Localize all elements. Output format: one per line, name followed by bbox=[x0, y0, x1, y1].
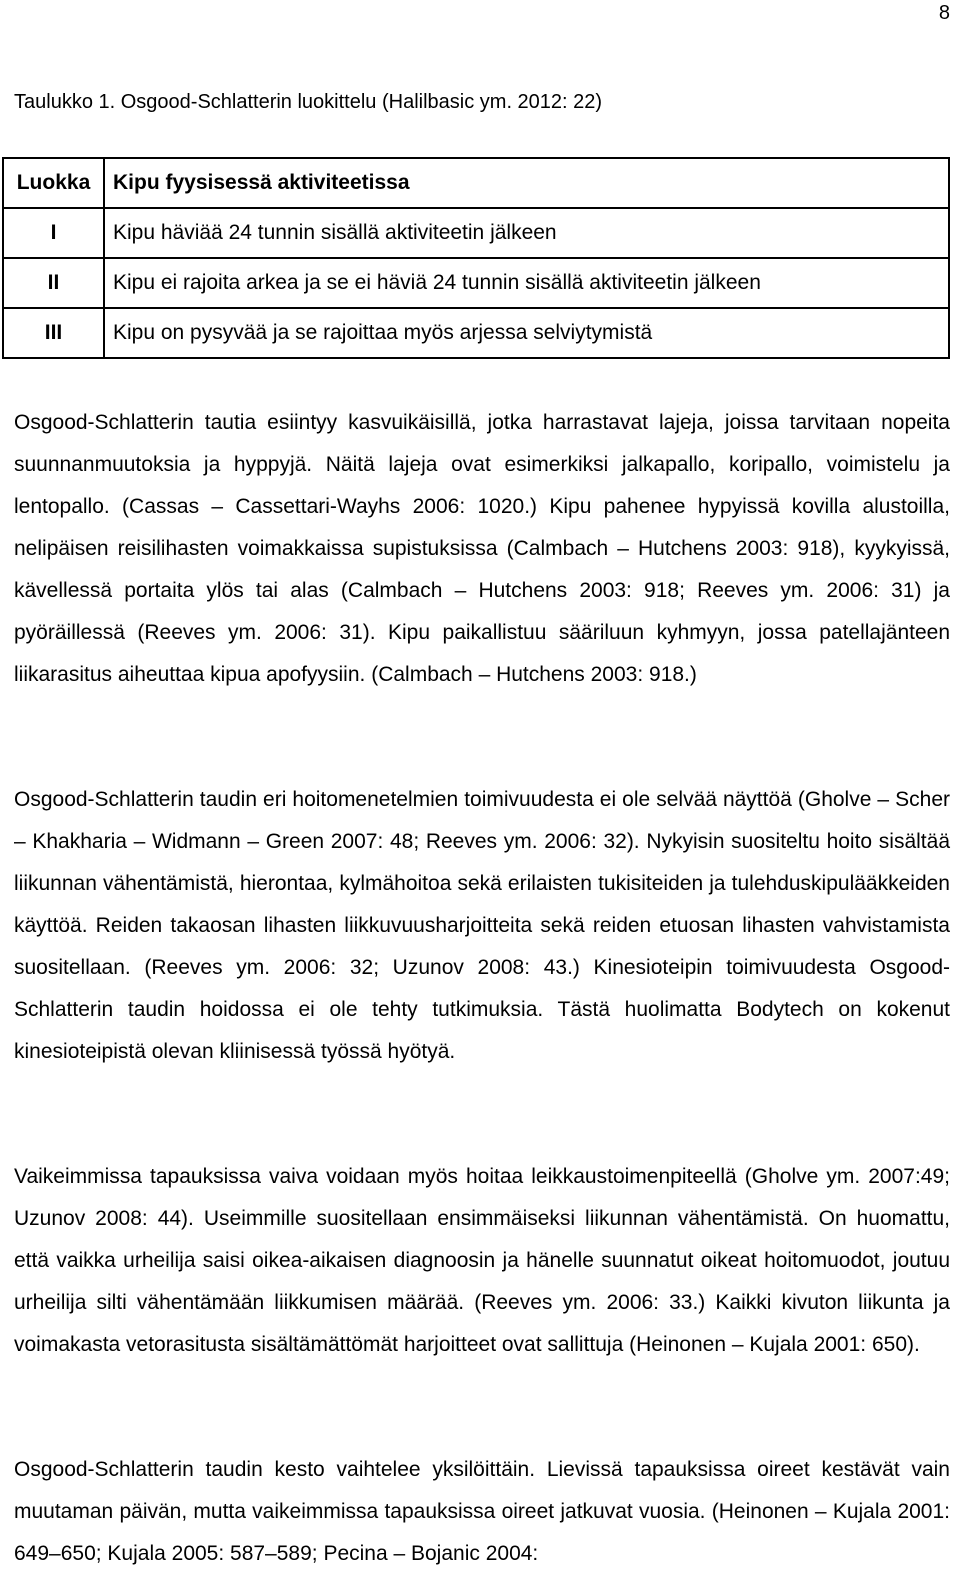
table-cell-description: Kipu ei rajoita arkea ja se ei häviä 24 tunnin sisällä aktiviteetin jälkeen bbox=[104, 258, 949, 308]
paragraph-treatment: Osgood-Schlatterin taudin eri hoitomenetelmien toimivuudesta ei ole selvää näyttöä (Gholve – Scher – Khakharia – Widmann – Green 2007: 48; Reeves ym. 2006: 32). Nykyisin suositeltu hoito sisältää liikunnan vähentämistä, hierontaa, kylmähoitoa sekä erilaisten tukisiteiden ja tulehduskipulääkkeiden käyttöä. Reiden takaosan lihasten liikkuvuusharjoitteita sekä reiden etuosan lihasten vahvistamista suositellaan. (Reeves ym. 2006: 32; Uzunov 2008: 43.) Kinesioteipin toimivuudesta Osgood-Schlatterin taudin hoidossa ei ole tehty tutkimuksia. Tästä huolimatta Bodytech on kokenut kinesioteipistä olevan kliinisessä työssä hyötyä. bbox=[14, 788, 950, 1063]
table-caption: Taulukko 1. Osgood-Schlatterin luokittelu (Halilbasic ym. 2012: 22) bbox=[14, 91, 603, 113]
page-number: 8 bbox=[938, 2, 950, 24]
table-row bbox=[3, 308, 949, 358]
table-cell-class: III bbox=[3, 308, 104, 358]
column-header-pain: Kipu fyysisessä aktiviteetissa bbox=[104, 158, 949, 208]
classification-table bbox=[2, 157, 950, 359]
paragraph-duration: Osgood-Schlatterin taudin kesto vaihtelee yksilöittäin. Lievissä tapauksissa oireet kestävät vain muutaman päivän, mutta vaikeimmissa tapauksissa oireet jatkuvat vuosia. (Heinonen – Kujala 2001: 649–650; Kujala 2005: 587–589; Pecina – Bojanic 2004: bbox=[14, 1458, 950, 1565]
paragraph-surgery: Vaikeimmissa tapauksissa vaiva voidaan myös hoitaa leikkaustoimenpiteellä (Gholve ym. 2007:49; Uzunov 2008: 44). Useimmille suositellaan ensimmäiseksi liikunnan vähentämistä. On huomattu, että vaikka urheilija saisi oikea-aikaisen diagnoosin ja hänelle suunnatut oikeat hoitomuodot, joutuu urheilija silti vähentämään liikkumisen määrää. (Reeves ym. 2006: 33.) Kaikki kivuton liikunta ja voimakasta vetorasitusta sisältämättömät harjoitteet ovat sallittuja (Heinonen – Kujala 2001: 650). bbox=[14, 1165, 950, 1356]
column-header-class: Luokka bbox=[3, 158, 104, 208]
table-cell-class: I bbox=[3, 208, 104, 258]
table-header-row bbox=[3, 158, 949, 208]
paragraph-occurrence: Osgood-Schlatterin tautia esiintyy kasvuikäisillä, jotka harrastavat lajeja, joissa tarvitaan nopeita suunnanmuutoksia ja hyppyjä. Näitä lajeja ovat esimerkiksi jalkapallo, koripallo, voimistelu ja lentopallo. (Cassas – Cassettari-Wayhs 2006: 1020.) Kipu pahenee hypyissä kovilla alustoilla, nelipäisen reisilihasten voimakkaissa supistuksissa (Calmbach – Hutchens 2003: 918), kyykyissä, kävellessä portaita ylös tai alas (Calmbach – Hutchens 2003: 918; Reeves ym. 2006: 31) ja pyöräillessä (Reeves ym. 2006: 31). Kipu paikallistuu sääriluun kyhmyyn, jossa patellajänteen liikarasitus aiheuttaa kipua apofyysiin. (Calmbach – Hutchens 2003: 918.) bbox=[14, 411, 950, 686]
table-row bbox=[3, 258, 949, 308]
table-cell-description: Kipu häviää 24 tunnin sisällä aktiviteetin jälkeen bbox=[104, 208, 949, 258]
table-cell-class: II bbox=[3, 258, 104, 308]
table-row bbox=[3, 208, 949, 258]
table-cell-description: Kipu on pysyvää ja se rajoittaa myös arjessa selviytymistä bbox=[104, 308, 949, 358]
